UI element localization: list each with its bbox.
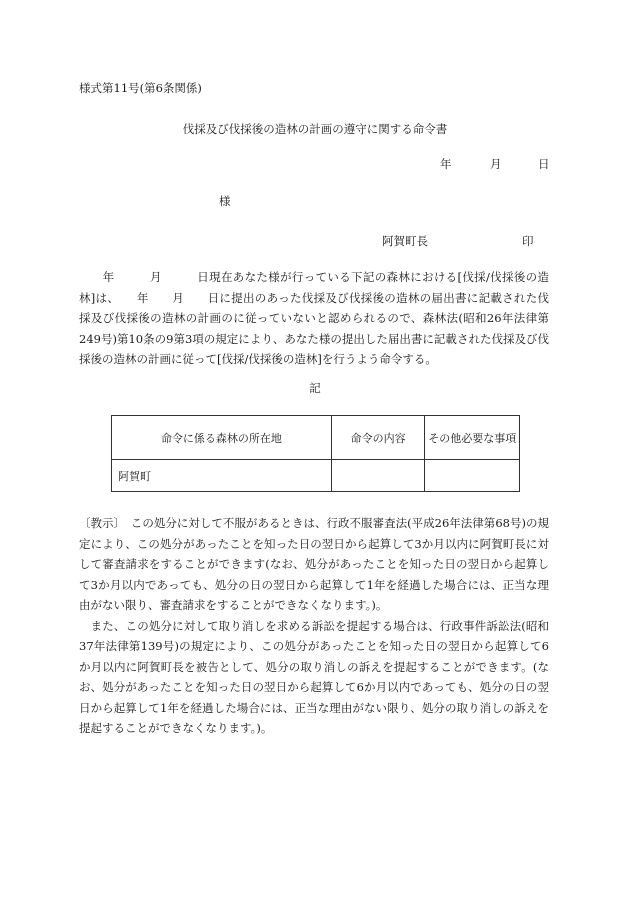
table-header-row [112,416,520,460]
document-title: 伐採及び伐採後の造林の計画の遵守に関する命令書 [182,122,448,136]
table-row [112,460,520,492]
date-day-label: 日 [538,157,550,171]
date-month-label: 月 [490,157,502,171]
notice-section [79,513,549,739]
table-cell-location: 阿賀町 [112,460,332,492]
table-header-other: その他必要な事項 [425,416,520,460]
table-header-location: 命令に係る森林の所在地 [112,416,332,460]
form-number: 様式第11号(第6条関係) [79,81,202,95]
notice-paragraph-appeal: 〔教示〕 この処分に対して不服があるときは、行政不服審査法(平成26年法律第68号)の規定により、この処分があったことを知った日の翌日から起算して3か月以内に阿賀町長に対して審査請求をすることができます(なお、処分があったことを知った日の翌日から起算して3か月以内であっても、処分の日の翌日から起算して1年を経過した場合には、正当な理由がない限り、審査請求をすることができなくなります。)。 [79,516,549,612]
table-cell-content [331,460,425,492]
addressee-honorific: 様 [219,194,231,208]
table-header-content: 命令の内容 [331,416,425,460]
order-table [111,415,520,492]
notice-paragraph-lawsuit: また、この処分に対して取り消しを求める訴訟を提起する場合は、行政事件訴訟法(昭和37年法律第139号)の規定により、この処分があったことを知った日の翌日から起算して6か月以内に阿賀町長を被告として、処分の取り消しの訴えを提起することができます。(なお、処分があったことを知った日の翌日から起算して6か月以内であっても、処分の日の翌日から起算して1年を経過した場合には、正当な理由がない限り、処分の取り消しの訴えを提起することができなくなります。)。 [79,618,549,735]
seal-mark: 印 [522,234,534,248]
ki-heading: 記 [309,381,321,395]
date-year-label: 年 [440,157,452,171]
order-body-paragraph: 年 月 日現在あなた様が行っている下記の森林における[伐採/伐採後の造林]は、 年 月 日に提出のあった伐採及び伐採後の造林の届出書に記載された伐採及び伐採後の造林の計画のに従っていないと認められるので、森林法(昭和26年法律第249号)第10条の9第3項の規定により、あなた様の提出した届出書に記載された伐採及び伐採後の造林の計画に従って[伐採/伐採後の造林]を行うよう命令する。 [79,270,549,366]
table-cell-other [425,460,520,492]
issuer-name: 阿賀町長 [382,234,428,248]
